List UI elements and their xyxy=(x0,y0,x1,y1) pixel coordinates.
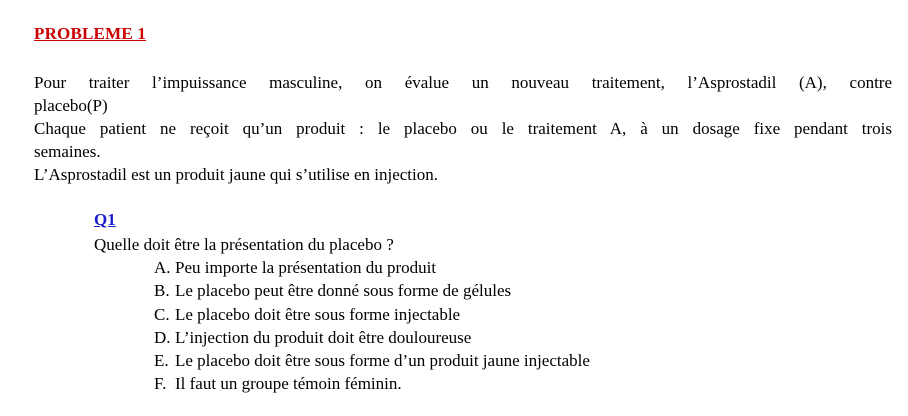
answer-option-a[interactable] xyxy=(154,256,590,279)
intro-line-2: placebo(P) xyxy=(34,96,108,115)
intro-paragraph xyxy=(34,71,892,117)
option-letter: B. xyxy=(154,281,170,301)
option-text: Le placebo doit être sous forme injectable xyxy=(175,304,461,324)
treatment-line-2: semaines. xyxy=(34,142,101,161)
answer-option-c[interactable] xyxy=(154,303,590,326)
question-label: Q1 xyxy=(94,210,116,229)
option-letter: E. xyxy=(154,351,169,371)
option-text: Il faut un groupe témoin féminin. xyxy=(175,374,402,394)
answer-option-b[interactable] xyxy=(154,279,590,302)
answer-option-d[interactable] xyxy=(154,326,590,349)
option-letter: D. xyxy=(154,327,171,347)
option-text: L’injection du produit doit être douloureuse xyxy=(175,327,472,347)
treatment-line-1: Chaque patient ne reçoit qu’un produit : le placebo ou le traitement A, à un dosage fixe pendant trois xyxy=(34,119,892,138)
intro-line-1: Pour traiter l’impuissance masculine, on évalue un nouveau traitement, l’Asprostadil (A), contre xyxy=(34,73,892,92)
answer-option-e[interactable] xyxy=(154,349,590,372)
option-text: Le placebo peut être donné sous forme de gélules xyxy=(175,281,512,301)
option-letter: F. xyxy=(154,374,167,394)
option-letter: C. xyxy=(154,304,170,324)
product-paragraph: L’Asprostadil est un produit jaune qui s’utilise en injection. xyxy=(34,165,439,184)
question-text: Quelle doit être la présentation du placebo ? xyxy=(94,235,394,254)
option-text: Peu importe la présentation du produit xyxy=(175,258,437,277)
treatment-paragraph xyxy=(34,117,892,163)
answer-option-f[interactable] xyxy=(154,372,590,395)
answer-options-list xyxy=(154,256,590,396)
option-letter: A. xyxy=(154,258,171,277)
problem-title: PROBLEME 1 xyxy=(34,24,147,43)
option-text: Le placebo doit être sous forme d’un produit jaune injectable xyxy=(175,351,590,371)
